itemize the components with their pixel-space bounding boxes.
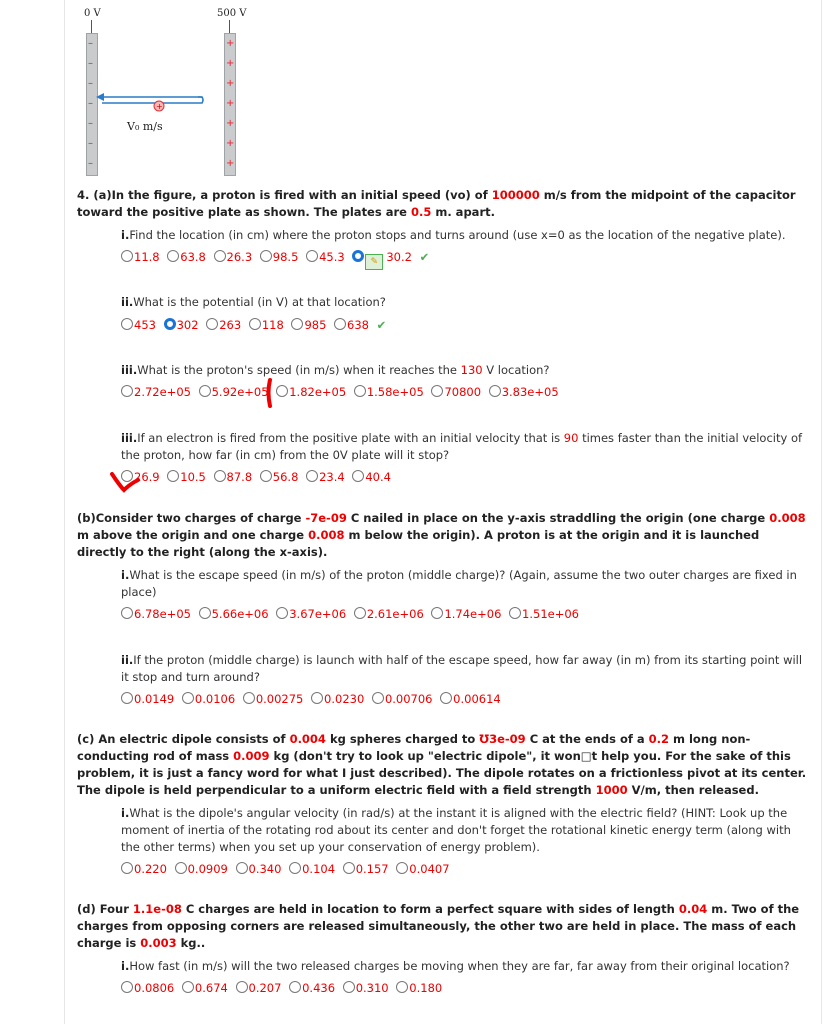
option-selected[interactable]: 302 bbox=[164, 317, 199, 333]
option[interactable]: 87.8 bbox=[214, 469, 253, 485]
option[interactable]: 0.00614 bbox=[440, 691, 501, 707]
option[interactable]: 3.83e+05 bbox=[489, 384, 559, 400]
option[interactable]: 70800 bbox=[431, 384, 481, 400]
option-selected[interactable]: ✎ 30.2 bbox=[352, 249, 412, 270]
answer-options-4c-i bbox=[121, 861, 454, 877]
option[interactable]: 45.3 bbox=[306, 249, 345, 265]
option[interactable]: 0.0106 bbox=[182, 691, 235, 707]
option[interactable]: 985 bbox=[291, 317, 326, 333]
question-4a-ii: ii.What is the potential (in V) at that location? bbox=[121, 295, 386, 309]
option[interactable]: 5.92e+05 bbox=[199, 384, 269, 400]
option[interactable]: 0.0909 bbox=[175, 861, 228, 877]
red-checkmark-annotation bbox=[108, 466, 142, 494]
option[interactable]: 98.5 bbox=[260, 249, 299, 265]
question-4a-i: i.Find the location (in cm) where the proton stops and turns around (use x=0 as the location of the negative plate). bbox=[121, 228, 786, 242]
question-4c: (c) An electric dipole consists of 0.004 kg spheres charged to ℧3e-09 C at the ends of a 0.2 m long non-conducting rod of mass 0.009 kg (don't try to look up "electric dipole", it won□t help you. For the sake of this problem, it is just a fancy word for what I just described). The dipole rotates on a frictionless pivot at its center. The dipole is held perpendicular to a uniform electric field with a field strength 1000 V/m, then released. bbox=[77, 732, 807, 797]
option[interactable]: 26.9 bbox=[121, 469, 160, 485]
answer-options-4a-ii bbox=[121, 317, 386, 333]
option[interactable]: 2.72e+05 bbox=[121, 384, 191, 400]
option[interactable]: 263 bbox=[206, 317, 241, 333]
question-4b-ii: ii.If the proton (middle charge) is launch with half of the escape speed, how far away (in m) from its starting point will it stop and turn around? bbox=[121, 653, 803, 684]
option[interactable]: 453 bbox=[121, 317, 156, 333]
option[interactable]: 40.4 bbox=[352, 469, 391, 485]
question-4c-i: i.What is the dipole's angular velocity (in rad/s) at the instant it is aligned with the electric field? (HINT: Look up the moment of inertia of the rotating rod about its center and don't forget the rotational kinetic energy term (along with the other terms) when you set up your conservation of energy problem). bbox=[121, 806, 791, 854]
question-4d: (d) Four 1.1e-08 C charges are held in location to form a perfect square with sides of length 0.04 m. Two of the charges from opposing corners are released simultaneously, the other two are held in place. The mass of each charge is 0.003 kg.. bbox=[77, 902, 800, 950]
option[interactable]: 6.78e+05 bbox=[121, 606, 191, 622]
svg-text:+: + bbox=[156, 102, 163, 111]
option[interactable]: 0.340 bbox=[236, 861, 282, 877]
answer-options-4b-i bbox=[121, 606, 583, 622]
option[interactable]: 1.82e+05 bbox=[276, 384, 346, 400]
question-4b-i: i.What is the escape speed (in m/s) of the proton (middle charge)? (Again, assume the two outer charges are fixed in place) bbox=[121, 568, 797, 599]
option[interactable]: 63.8 bbox=[167, 249, 206, 265]
answer-options-4a-iii bbox=[121, 384, 563, 400]
option[interactable]: 23.4 bbox=[306, 469, 345, 485]
option[interactable]: 0.674 bbox=[182, 980, 228, 996]
option[interactable]: 11.8 bbox=[121, 249, 160, 265]
option[interactable]: 0.220 bbox=[121, 861, 167, 877]
option[interactable]: 0.0407 bbox=[396, 861, 449, 877]
option[interactable]: 0.436 bbox=[289, 980, 335, 996]
question-4d-i: i.How fast (in m/s) will the two released charges be moving when they are far, far away from their original location? bbox=[121, 959, 790, 973]
option[interactable]: 118 bbox=[249, 317, 284, 333]
correct-check-icon: ✔ bbox=[419, 250, 430, 264]
option[interactable]: 1.58e+05 bbox=[354, 384, 424, 400]
answer-options-4b-ii bbox=[121, 691, 505, 707]
option[interactable]: 3.67e+06 bbox=[276, 606, 346, 622]
option[interactable]: 0.157 bbox=[343, 861, 389, 877]
option[interactable]: 0.0149 bbox=[121, 691, 174, 707]
left-plate-voltage: 0 V bbox=[84, 8, 101, 19]
question-4b: (b)Consider two charges of charge -7e-09 C nailed in place on the y-axis straddling the origin (one charge 0.008 m above the origin and one charge 0.008 m below the origin). A proton is at the origin and it is launched directly to the right (along the x-axis). bbox=[77, 511, 806, 559]
question-4a-iii: iii.What is the proton's speed (in m/s) when it reaches the 130 V location? bbox=[121, 363, 550, 377]
option[interactable]: 0.00706 bbox=[372, 691, 433, 707]
option[interactable]: 5.66e+06 bbox=[199, 606, 269, 622]
question-4a: 4. (a)In the figure, a proton is fired with an initial speed (vo) of 100000 m/s from the midpoint of the capacitor toward the positive plate as shown. The plates are 0.5 m. apart. bbox=[77, 188, 796, 219]
option[interactable]: 0.00275 bbox=[243, 691, 304, 707]
option[interactable]: 638 bbox=[334, 317, 369, 333]
question-4a-iv: iii.If an electron is fired from the positive plate with an initial velocity that is 90 times faster than the initial velocity of the proton, how far (in cm) from the 0V plate will it stop? bbox=[121, 431, 803, 462]
option[interactable]: 1.51e+06 bbox=[509, 606, 579, 622]
option[interactable]: 1.74e+06 bbox=[431, 606, 501, 622]
option[interactable]: 0.0230 bbox=[311, 691, 364, 707]
option[interactable]: 2.61e+06 bbox=[354, 606, 424, 622]
option[interactable]: 10.5 bbox=[167, 469, 206, 485]
answer-options-4a-iv bbox=[121, 469, 395, 485]
option[interactable]: 0.0806 bbox=[121, 980, 174, 996]
trajectory-arrow bbox=[80, 0, 260, 180]
option[interactable]: 26.3 bbox=[214, 249, 253, 265]
negative-plate: – – – – – – – bbox=[86, 33, 98, 176]
initial-speed-label: V₀ m/s bbox=[127, 120, 163, 133]
option[interactable]: 0.207 bbox=[236, 980, 282, 996]
correct-check-icon: ✔ bbox=[376, 318, 387, 332]
hint-icon: ✎ bbox=[365, 254, 383, 270]
option[interactable]: 56.8 bbox=[260, 469, 299, 485]
red-annotation-mark bbox=[264, 378, 276, 408]
capacitor-figure bbox=[80, 0, 260, 180]
answer-options-4d-i bbox=[121, 980, 446, 996]
option[interactable]: 0.104 bbox=[289, 861, 335, 877]
positive-plate: + + + + + + + bbox=[224, 33, 236, 176]
answer-options-4a-i bbox=[121, 249, 429, 270]
option[interactable]: 0.180 bbox=[396, 980, 442, 996]
option[interactable]: 0.310 bbox=[343, 980, 389, 996]
right-plate-voltage: 500 V bbox=[217, 8, 247, 19]
